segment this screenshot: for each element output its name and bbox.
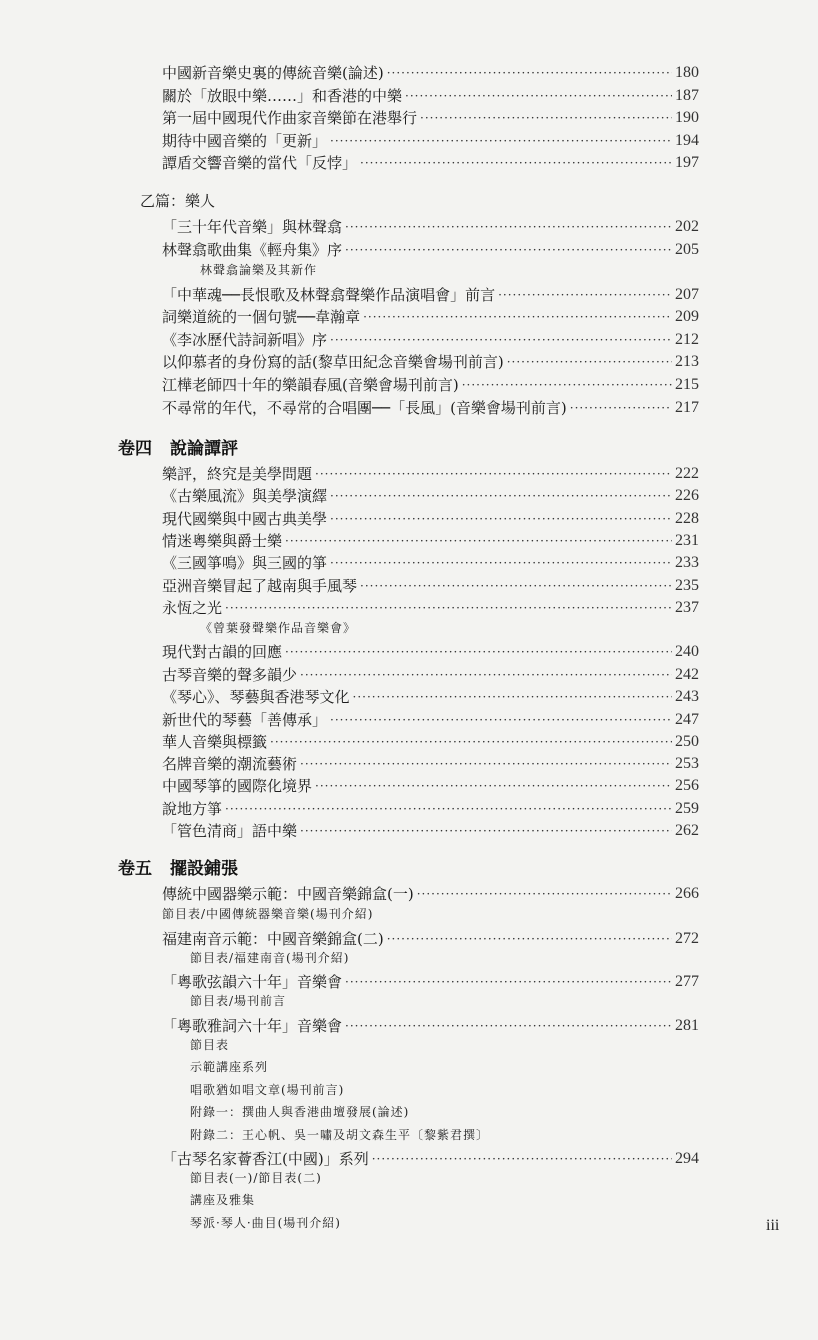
entry-title: 「粵歌雅詞六十年」音樂會 [162,1017,343,1035]
leader-dots [570,398,672,418]
leader-dots [417,884,672,904]
entry-title: 第一屆中國現代作曲家音樂節在港舉行 [162,109,418,127]
toc-entry [162,106,699,128]
entry-title: 福建南音示範：中國音樂錦盒(二) [162,930,384,948]
entry-page: 202 [675,218,699,235]
toc-entry [162,640,699,662]
entry-title: 《三國箏鳴》與三國的箏 [162,554,328,572]
entry-subtitle: 唱歌猶如唱文章(場刊前言) [190,1083,345,1097]
entry-page: 180 [675,64,699,81]
toc-entry [162,1147,699,1169]
entry-title: 《琴心》、琴藝與香港琴文化 [162,688,350,706]
entry-page: 197 [675,154,699,171]
entry-title: 期待中國音樂的「更新」 [162,132,328,150]
leader-dots [225,799,672,819]
entry-page: 233 [675,554,699,571]
entry-page: 226 [675,487,699,504]
toc-entry [162,484,699,506]
toc-entry [162,328,699,350]
toc-entry [162,61,699,83]
toc-entry [162,752,699,774]
toc-entry [162,462,699,484]
entry-title: 名牌音樂的潮流藝術 [162,755,298,773]
entry-title: 現代對古韻的回應 [162,643,283,661]
entry-subtitle: 附錄一：撰曲人與香港曲壇發展(論述) [190,1105,410,1119]
entry-title: 情迷粵樂與爵士樂 [162,532,283,550]
section-heading: 乙篇：樂人 [140,192,216,210]
entry-title: 古琴音樂的聲多韻少 [162,666,298,684]
entry-title: 《古樂風流》與美學演繹 [162,487,328,505]
entry-page: 231 [675,532,699,549]
entry-page: 215 [675,376,699,393]
entry-title: 林聲翕歌曲集《輕舟集》序 [162,241,343,259]
leader-dots [498,285,672,305]
entry-page: 213 [675,353,699,370]
leader-dots [387,63,672,83]
toc-entry [162,882,699,904]
toc-entry [162,507,699,529]
entry-page: 240 [675,643,699,660]
entry-page: 247 [675,711,699,728]
entry-title: 「三十年代音樂」與林聲翕 [162,218,343,236]
entry-title: 詞樂道統的一個句號──韋瀚章 [162,308,361,326]
entry-title: 永恆之光 [162,599,223,617]
volume-title: 擺設鋪張 [170,859,238,879]
leader-dots [345,1016,672,1036]
toc-entry [162,970,699,992]
volume-number: 卷四 [118,439,152,459]
leader-dots [300,665,672,685]
entry-title: 傳統中國器樂示範：中國音樂錦盒(一) [162,885,414,903]
entry-page: 228 [675,510,699,527]
leader-dots [420,108,672,128]
leader-dots [285,642,672,662]
volume-number: 卷五 [118,859,152,879]
volume-title: 說論譚評 [170,439,238,459]
entry-title: 「古琴名家薈香江(中國)」系列 [162,1150,369,1168]
entry-page: 256 [675,777,699,794]
toc-entry [162,819,699,841]
toc-entry [162,129,699,151]
entry-subtitle: 節目表 [190,1038,230,1052]
entry-subtitle: 林聲翕論樂及其新作 [200,263,318,277]
toc-entry [162,927,699,949]
entry-page: 253 [675,755,699,772]
toc-entry [162,350,699,372]
leader-dots [363,307,672,327]
entry-page: 272 [675,930,699,947]
leader-dots [345,972,672,992]
leader-dots [330,509,672,529]
entry-page: 207 [675,286,699,303]
toc-entry [162,1014,699,1036]
entry-subtitle: 附錄二：王心帆、吳一嘯及胡文森生平〔黎紫君撰〕 [190,1128,490,1142]
toc-entry [162,373,699,395]
entry-page: 194 [675,132,699,149]
toc-entry [162,283,699,305]
leader-dots [345,217,672,237]
toc-entry [162,574,699,596]
leader-dots [315,776,672,796]
entry-subtitle: 示範講座系列 [190,1060,269,1074]
entry-title: 說地方箏 [162,800,223,818]
leader-dots [330,553,672,573]
entry-page: 266 [675,885,699,902]
entry-title: 《李冰歷代詩詞新唱》序 [162,331,328,349]
volume-heading [118,858,238,880]
entry-title: 譚盾交響音樂的當代「反悖」 [162,154,358,172]
toc-entry [162,730,699,752]
entry-subtitle: 《曾葉發聲樂作品音樂會》 [200,621,357,635]
entry-title: 華人音樂與標籤 [162,733,268,751]
entry-page: 237 [675,599,699,616]
entry-page: 212 [675,331,699,348]
leader-dots [300,754,672,774]
entry-subtitle: 節目表/福建南音(場刊介紹) [190,951,350,965]
entry-subtitle: 節目表(一)/節目表(二) [190,1171,322,1185]
leader-dots [330,131,672,151]
entry-page: 187 [675,87,699,104]
toc-entry [162,596,699,618]
entry-title: 現代國樂與中國古典美學 [162,510,328,528]
leader-dots [372,1149,672,1169]
entry-page: 243 [675,688,699,705]
entry-page: 250 [675,733,699,750]
entry-title: 中國新音樂史裏的傳統音樂(論述) [162,64,384,82]
toc-entry [162,663,699,685]
entry-page: 281 [675,1017,699,1034]
toc-entry [162,305,699,327]
toc-entry [162,215,699,237]
entry-title: 亞洲音樂冒起了越南與手風琴 [162,577,358,595]
toc-entry [162,685,699,707]
entry-title: 以仰慕者的身份寫的話(黎草田紀念音樂會場刊前言) [162,353,504,371]
entry-page: 205 [675,241,699,258]
leader-dots [507,352,672,372]
leader-dots [285,531,672,551]
leader-dots [353,687,672,707]
entry-subtitle: 節目表/場刊前言 [190,994,287,1008]
entry-title: 不尋常的年代，不尋常的合唱團──「長風」(音樂會場刊前言) [162,399,567,417]
page-number: iii [766,1217,780,1234]
entry-title: 中國琴箏的國際化境界 [162,777,313,795]
entry-title: 「中華魂──長恨歌及林聲翕聲樂作品演唱會」前言 [162,286,496,304]
leader-dots [315,464,672,484]
leader-dots [405,86,672,106]
toc-entry [162,151,699,173]
entry-title: 新世代的琴藝「善傳承」 [162,711,328,729]
entry-title: 江樺老師四十年的樂韻春風(音樂會場刊前言) [162,376,459,394]
leader-dots [225,598,672,618]
entry-page: 235 [675,577,699,594]
entry-title: 樂評，終究是美學問題 [162,465,313,483]
entry-subtitle: 節目表/中國傳統器樂音樂(場刊介紹) [162,907,374,921]
leader-dots [360,576,672,596]
entry-page: 217 [675,399,699,416]
entry-page: 262 [675,822,699,839]
entry-title: 「粵歌弦韻六十年」音樂會 [162,973,343,991]
leader-dots [330,710,672,730]
entry-subtitle: 琴派·琴人·曲目(場刊介紹) [190,1216,341,1230]
entry-page: 242 [675,666,699,683]
leader-dots [300,821,672,841]
entry-title: 關於「放眼中樂……」和香港的中樂 [162,87,403,105]
leader-dots [270,732,672,752]
leader-dots [360,153,672,173]
volume-heading [118,438,238,460]
entry-page: 259 [675,800,699,817]
leader-dots [330,486,672,506]
toc-entry [162,551,699,573]
toc-entry [162,238,699,260]
toc-entry [162,84,699,106]
leader-dots [330,330,672,350]
toc-entry [162,797,699,819]
toc-entry [162,396,699,418]
entry-page: 277 [675,973,699,990]
entry-page: 222 [675,465,699,482]
entry-page: 190 [675,109,699,126]
leader-dots [462,375,672,395]
leader-dots [387,929,672,949]
toc-entry [162,774,699,796]
leader-dots [345,240,672,260]
entry-page: 294 [675,1150,699,1167]
entry-title: 「管色清商」語中樂 [162,822,298,840]
toc-entry [162,529,699,551]
entry-subtitle: 講座及雅集 [190,1193,256,1207]
toc-entry [162,708,699,730]
entry-page: 209 [675,308,699,325]
